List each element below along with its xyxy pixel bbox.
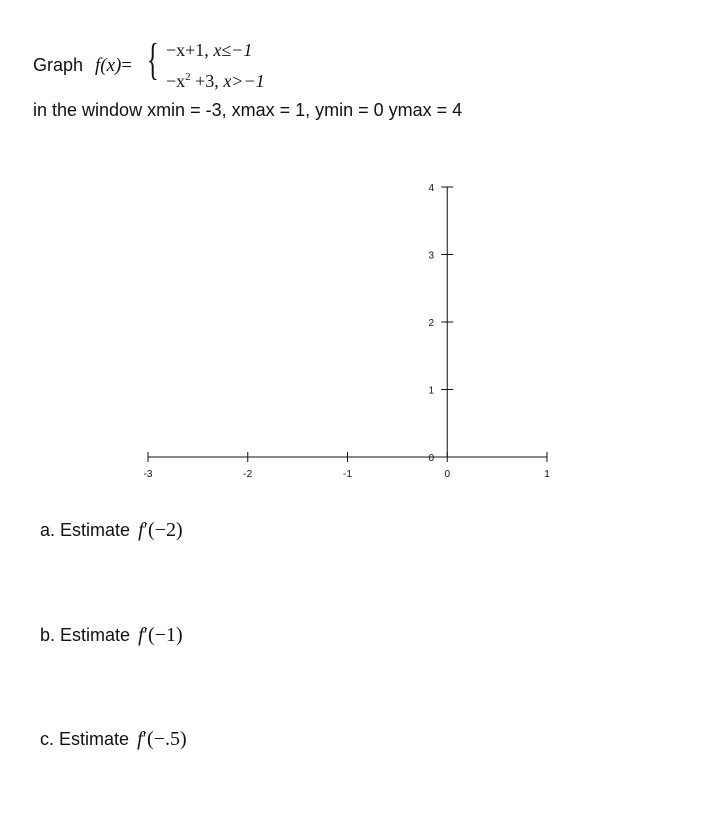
y-tick-label: 3 xyxy=(428,250,435,262)
case2-expr-suffix: +3, xyxy=(195,71,219,91)
question-c-prime: ′ xyxy=(142,728,147,750)
case1-cond: x≤−1 xyxy=(213,40,253,60)
x-tick-label: 1 xyxy=(544,469,550,480)
y-tick-label: 4 xyxy=(428,183,435,194)
window-instructions: in the window xmin = -3, xmax = 1, ymin = 0 ymax = 4 xyxy=(33,100,463,120)
x-tick-label: -1 xyxy=(343,469,352,480)
x-tick-label: 0 xyxy=(444,469,451,480)
x-tick-label: -3 xyxy=(143,469,153,480)
question-c-letter: c. xyxy=(40,729,55,749)
question-b-letter: b. xyxy=(40,625,56,645)
piecewise-brace: { xyxy=(147,35,159,84)
axes-lines xyxy=(148,187,547,457)
question-b xyxy=(40,624,183,647)
function-name: f xyxy=(95,55,101,76)
question-b-fn: f xyxy=(138,624,144,646)
case1-expr: −x+1, xyxy=(166,40,209,60)
question-c-text: Estimate xyxy=(59,729,130,749)
y-tick-label: 2 xyxy=(428,318,435,329)
question-b-text: Estimate xyxy=(60,625,131,645)
case2-exponent: 2 xyxy=(185,71,191,83)
question-b-arg: (−1) xyxy=(148,624,183,646)
function-arg: (x) xyxy=(100,55,122,76)
case2-cond: x>−1 xyxy=(223,71,265,91)
question-a-prime: ′ xyxy=(143,519,148,541)
y-tick-label: 1 xyxy=(428,385,435,397)
case2-expr-prefix: −x xyxy=(166,71,186,91)
question-a-arg: (−2) xyxy=(148,519,183,541)
question-a xyxy=(40,519,183,542)
question-b-prime: ′ xyxy=(143,624,148,646)
question-c-arg: (−.5) xyxy=(147,728,187,750)
x-tick-label: -2 xyxy=(243,469,253,480)
question-c-fn: f xyxy=(137,728,143,750)
question-a-letter: a. xyxy=(40,520,56,540)
graph-word: Graph xyxy=(33,55,84,75)
question-c xyxy=(40,728,187,751)
axes-tick-labels xyxy=(144,183,551,480)
axes-ticks xyxy=(148,187,547,462)
y-tick-label: 0 xyxy=(428,453,435,464)
function-equals: = xyxy=(121,55,133,76)
question-a-fn: f xyxy=(138,519,144,541)
question-a-text: Estimate xyxy=(60,520,131,540)
